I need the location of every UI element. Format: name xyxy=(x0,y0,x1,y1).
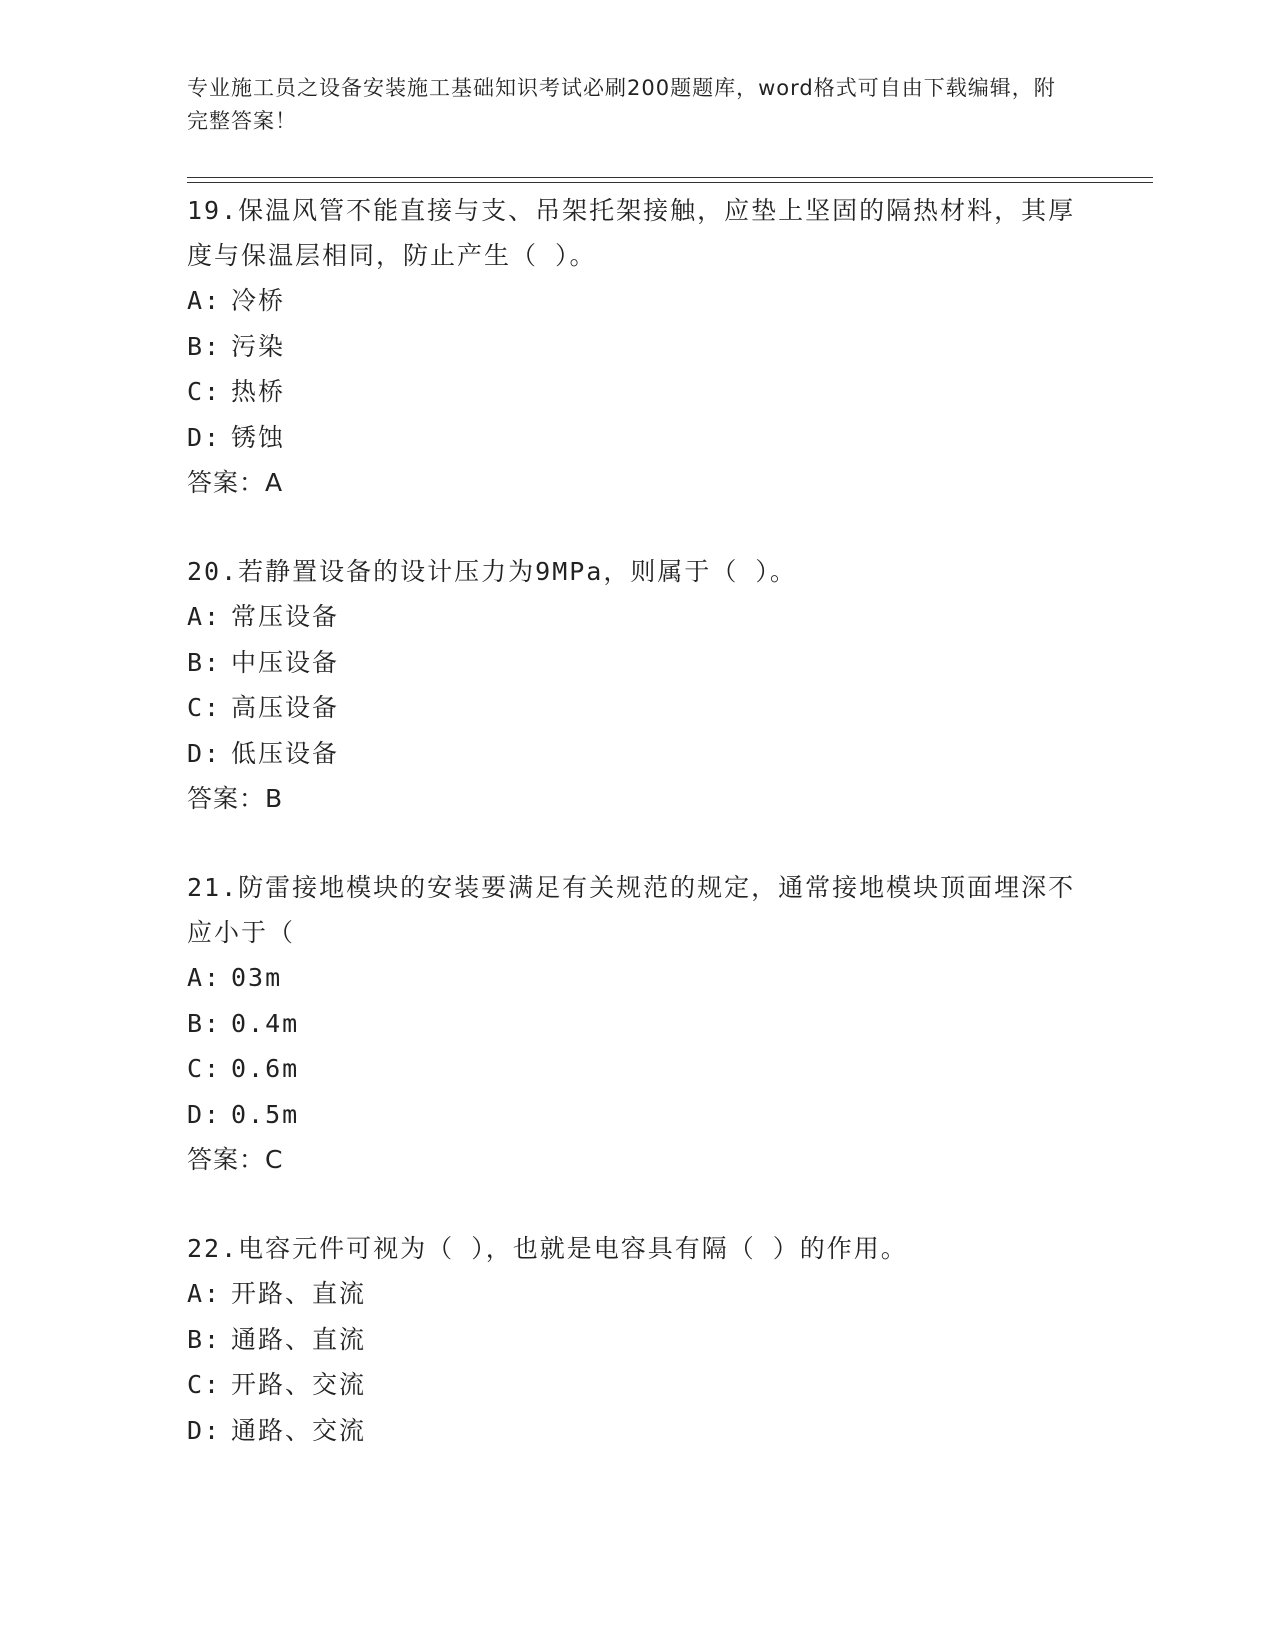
option-key: C: xyxy=(187,377,222,406)
option-a xyxy=(187,278,1087,324)
option-key: A: xyxy=(187,963,222,992)
answer-line: 答案：A xyxy=(187,468,284,497)
option-text: 0.6m xyxy=(231,1054,300,1083)
option-d xyxy=(187,731,1087,777)
question-20 xyxy=(187,549,1087,821)
option-a xyxy=(187,594,1087,640)
option-b xyxy=(187,640,1087,686)
option-text: 冷桥 xyxy=(231,286,286,315)
option-text: 高压设备 xyxy=(231,693,340,722)
option-c xyxy=(187,369,1087,415)
option-key: C: xyxy=(187,1054,222,1083)
option-key: B: xyxy=(187,647,222,677)
header-divider-top xyxy=(187,177,1153,178)
option-text: 通路、交流 xyxy=(231,1415,367,1445)
option-c xyxy=(187,1362,1087,1408)
option-key: B: xyxy=(187,331,222,361)
option-c xyxy=(187,685,1087,731)
option-d xyxy=(187,1408,1087,1454)
option-text: 开路、交流 xyxy=(231,1370,367,1399)
option-b xyxy=(187,1001,1087,1047)
question-list xyxy=(187,188,1087,1497)
question-22 xyxy=(187,1226,1087,1453)
option-b xyxy=(187,1317,1087,1363)
question-21 xyxy=(187,865,1087,1182)
option-key: C: xyxy=(187,693,222,722)
option-d xyxy=(187,415,1087,461)
question-stem: 20.若静置设备的设计压力为9MPa，则属于（ ）。 xyxy=(187,557,797,586)
answer-line: 答案：B xyxy=(187,784,284,813)
question-stem: 21.防雷接地模块的安装要满足有关规范的规定，通常接地模块顶面埋深不应小于（ xyxy=(187,873,1076,947)
option-key: D: xyxy=(187,1099,222,1129)
option-key: A: xyxy=(187,602,222,631)
option-text: 污染 xyxy=(231,331,286,361)
option-d xyxy=(187,1092,1087,1138)
option-key: B: xyxy=(187,1008,222,1038)
option-text: 中压设备 xyxy=(231,647,340,677)
answer-line: 答案：C xyxy=(187,1145,284,1174)
option-text: 开路、直流 xyxy=(231,1279,367,1308)
option-text: 锈蚀 xyxy=(231,422,286,452)
question-stem: 19.保温风管不能直接与支、吊架托架接触，应垫上坚固的隔热材料，其厚度与保温层相同，防止产生（ ）。 xyxy=(187,196,1076,270)
document-header: 专业施工员之设备安装施工基础知识考试必刷200题题库，word格式可自由下载编辑，附完整答案！ xyxy=(187,76,1056,133)
option-key: A: xyxy=(187,1279,222,1308)
header-divider-bottom xyxy=(187,182,1153,183)
option-a xyxy=(187,955,1087,1001)
option-key: A: xyxy=(187,286,222,315)
option-key: C: xyxy=(187,1370,222,1399)
option-key: B: xyxy=(187,1324,222,1354)
option-a xyxy=(187,1271,1087,1317)
option-text: 热桥 xyxy=(231,377,286,406)
option-text: 低压设备 xyxy=(231,738,340,768)
question-stem: 22.电容元件可视为（ ），也就是电容具有隔（ ）的作用。 xyxy=(187,1234,908,1263)
option-c xyxy=(187,1046,1087,1092)
option-text: 0.5m xyxy=(231,1099,300,1129)
option-text: 通路、直流 xyxy=(231,1324,367,1354)
option-text: 03m xyxy=(231,963,283,992)
question-19 xyxy=(187,188,1087,505)
option-key: D: xyxy=(187,738,222,768)
option-text: 常压设备 xyxy=(231,602,340,631)
option-key: D: xyxy=(187,422,222,452)
option-key: D: xyxy=(187,1415,222,1445)
option-b xyxy=(187,324,1087,370)
option-text: 0.4m xyxy=(231,1008,300,1038)
